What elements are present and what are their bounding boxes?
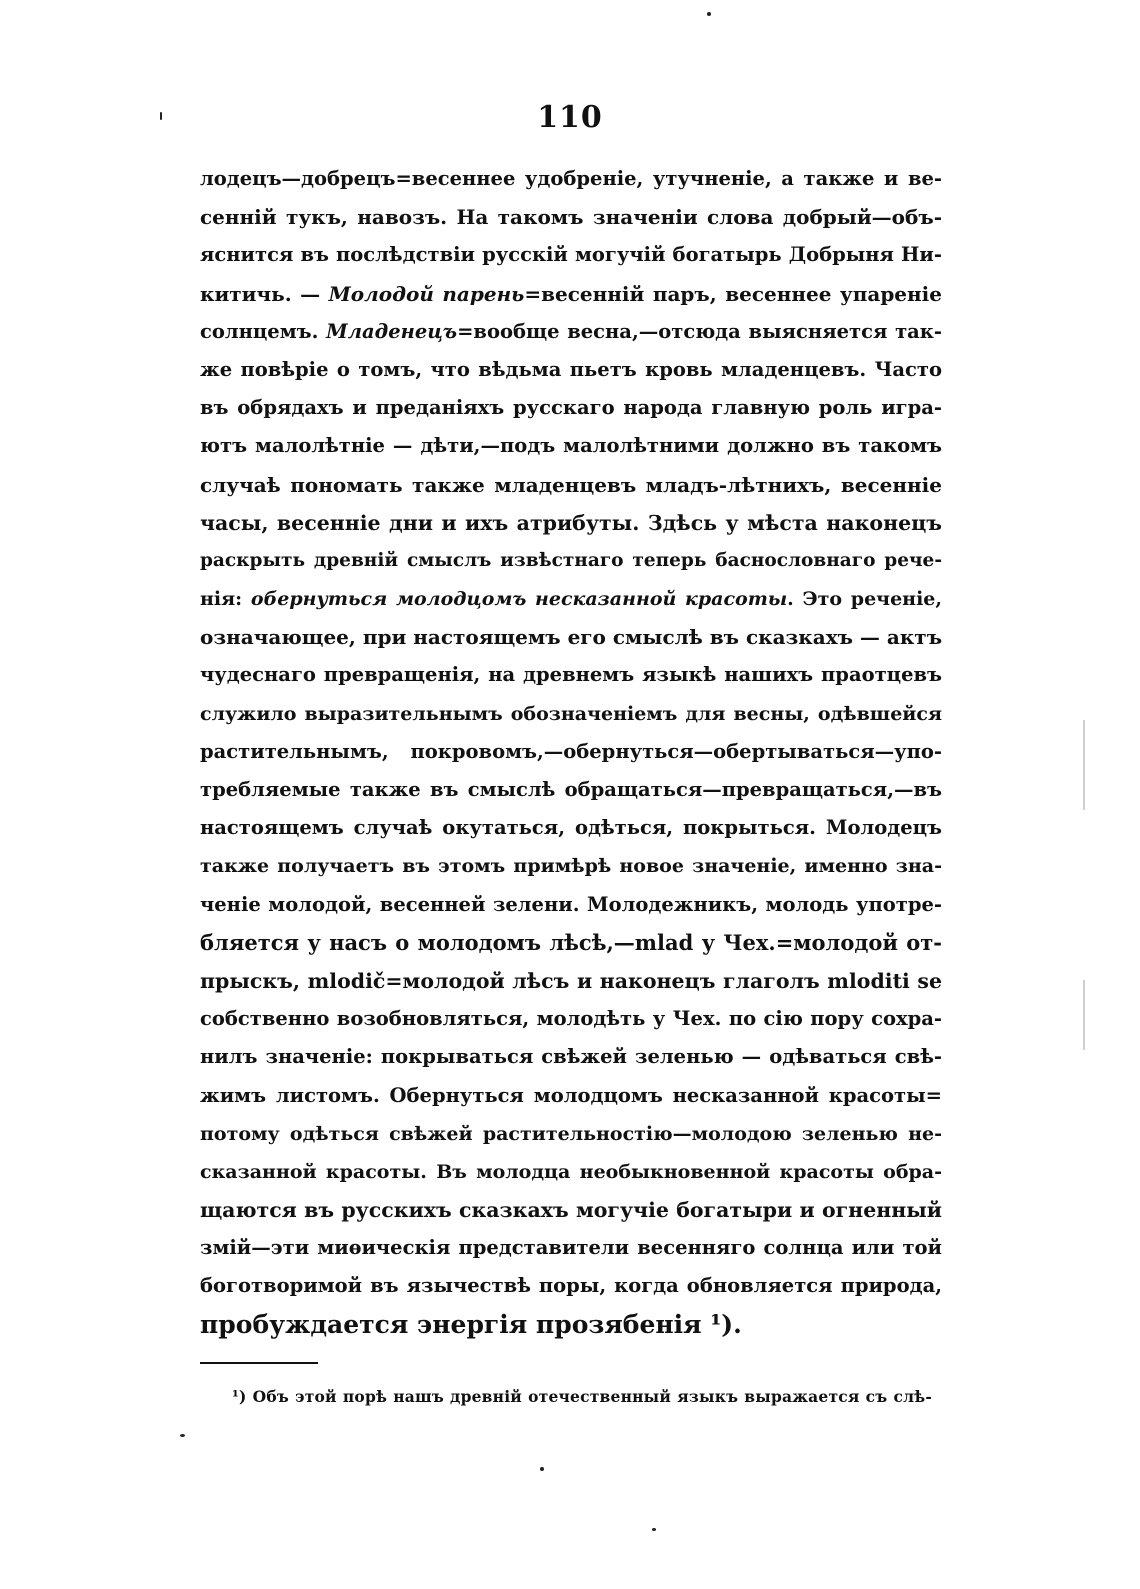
text-line xyxy=(200,771,942,809)
text-run: чудеснаго превращенія, на древнемъ языкѣ нашихъ праотцевъ xyxy=(200,663,942,687)
text-run: нилъ значеніе: покрываться свѣжей зеленью — одѣваться свѣ- xyxy=(200,1045,942,1069)
scan-edge-mark xyxy=(1083,980,1085,1050)
text-run: сказанной красоты. Въ молодца необыкновенной красоты обра- xyxy=(200,1160,942,1183)
text-line xyxy=(200,466,942,504)
text-line xyxy=(200,733,942,771)
text-run: =вообще весна,—отсюда выясняется так- xyxy=(457,319,942,343)
footnote: ¹) Объ этой порѣ нашъ древній отечественный языкъ выражается съ слѣ- xyxy=(232,1387,932,1406)
text-run: раскрыть древній смыслъ извѣстнаго теперь баснословнаго рече- xyxy=(200,549,942,571)
italic-phrase: Молодой парень xyxy=(328,281,525,306)
text-run: боготворимой въ язычествѣ поры, когда обновляется природа, xyxy=(200,1274,942,1298)
text-line xyxy=(200,1229,942,1267)
text-line xyxy=(200,695,942,733)
text-run: случаѣ пономать также младенцевъ младъ-лѣтнихъ, весенніе xyxy=(200,472,942,497)
text-line xyxy=(200,504,942,542)
text-line xyxy=(200,389,942,427)
scan-speck xyxy=(180,1434,185,1437)
text-line xyxy=(200,618,942,656)
text-line xyxy=(200,313,942,351)
text-run: означающее, при настоящемъ его смыслѣ въ сказкахъ — актъ xyxy=(200,625,943,650)
scan-edge-mark xyxy=(1083,720,1085,810)
text-line xyxy=(200,886,942,924)
text-line xyxy=(200,924,942,962)
text-run: нія: xyxy=(200,588,251,611)
footnote-rule xyxy=(200,1362,318,1364)
text-run: бляется у насъ о молодомъ лѣсѣ,—mlad у Чех.=молодой от- xyxy=(200,929,942,955)
text-line xyxy=(200,1267,942,1305)
text-line xyxy=(200,236,942,274)
text-line xyxy=(200,1306,942,1344)
text-run: пробуждается энергія прозябенія ¹). xyxy=(200,1309,742,1339)
text-run: ютъ малолѣтніе — дѣти,—подъ малолѣтними должно въ такомъ xyxy=(200,434,942,458)
text-line xyxy=(200,1000,942,1038)
text-line xyxy=(200,580,942,618)
text-line xyxy=(200,1077,942,1115)
text-run: . Это реченіе, xyxy=(787,588,942,611)
text-run: солнцемъ. xyxy=(200,319,327,343)
text-line xyxy=(200,1191,942,1229)
text-run: сенній тукъ, навозъ. На такомъ значеніи слова добрый—объ- xyxy=(200,205,942,230)
text-run: служило выразительнымъ обозначеніемъ для весны, одѣвшейся xyxy=(200,702,942,725)
scan-speck xyxy=(540,1467,544,1471)
text-line xyxy=(200,351,942,389)
text-run: лодецъ—добрецъ=весеннее удобреніе, утучненіе, а также и ве- xyxy=(200,167,942,190)
scan-speck xyxy=(707,12,711,16)
text-run: растительнымъ, покровомъ,—обернуться—обертываться—упо- xyxy=(200,739,942,763)
text-run: ченіе молодой, весенней зелени. Молодежникъ, молодь употре- xyxy=(200,892,942,916)
text-run: настоящемъ случаѣ окутаться, одѣться, покрыться. Молодецъ xyxy=(200,816,942,840)
text-line xyxy=(200,962,942,1000)
text-run: же повѣріе о томъ, что вѣдьма пьетъ кровь младенцевъ. Часто xyxy=(200,357,942,381)
text-line xyxy=(200,1153,942,1191)
text-line xyxy=(200,1115,942,1153)
text-run: щаются въ русскихъ сказкахъ могучіе богатыри и огненный xyxy=(200,1198,942,1223)
text-run: въ обрядахъ и преданіяхъ русскаго народа главную роль игра- xyxy=(200,396,942,420)
text-line xyxy=(200,160,942,198)
text-line xyxy=(200,198,942,236)
text-run: часы, весенніе дни и ихъ атрибуты. Здѣсь у мѣста наконецъ xyxy=(200,510,942,535)
text-run: жимъ листомъ. Обернуться молодцомъ несказанной красоты= xyxy=(200,1083,942,1107)
text-line xyxy=(200,275,942,313)
text-line xyxy=(200,427,942,465)
text-line xyxy=(200,1038,942,1076)
text-line xyxy=(200,542,942,580)
italic-phrase: обернуться молодцомъ несказанной красоты xyxy=(250,588,788,611)
text-run: требляемые также въ смыслѣ обращаться—превращаться,—въ xyxy=(200,778,942,801)
text-line xyxy=(200,809,942,847)
text-run: прыскъ, mlodič=молодой лѣсъ и наконецъ глаголъ mloditi se xyxy=(200,968,942,993)
text-run: также получаетъ въ этомъ примѣрѣ новое значеніе, именно зна- xyxy=(200,855,942,878)
text-run: змій—эти миѳическія представители весенняго солнца или той xyxy=(200,1236,942,1260)
text-run: собственно возобновляться, молодѣть у Чех. по сію пору сохра- xyxy=(200,1007,942,1031)
page-number: 110 xyxy=(537,100,603,135)
text-line xyxy=(200,847,942,885)
text-line xyxy=(200,656,942,694)
body-text xyxy=(200,160,942,1344)
text-run: яснится въ послѣдствіи русскій могучій богатырь Добрыня Ни- xyxy=(200,243,942,267)
text-run: китичь. — xyxy=(200,281,329,306)
italic-phrase: Младенецъ xyxy=(326,319,458,343)
scan-speck xyxy=(160,112,162,120)
text-run: =весенній паръ, весеннее упареніе xyxy=(524,281,942,306)
scan-speck xyxy=(652,1528,656,1531)
text-run: потому одѣться свѣжей растительностію—молодою зеленью не- xyxy=(200,1122,942,1145)
